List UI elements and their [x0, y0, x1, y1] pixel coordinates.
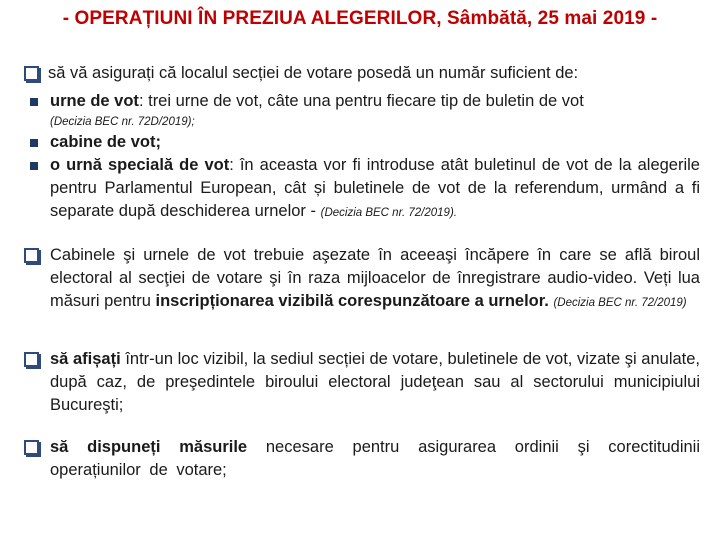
- list-item: [24, 436, 700, 482]
- square-bullet-icon: [28, 90, 50, 112]
- item-bold: să dispuneți măsurile: [50, 438, 248, 456]
- decision-note: (Decizia BEC nr. 72/2019).: [320, 207, 457, 219]
- list-item: [28, 154, 700, 225]
- item-bold: urne de vot: [50, 92, 139, 110]
- item-text: necesare pentru asigurarea ordinii şi corectitudinii operațiunilor de votare;: [50, 438, 700, 479]
- item-text: : trei urne de vot, câte una pentru fiecare tip de buletin de vot: [138, 92, 584, 110]
- checkbox-bullet-icon: [24, 244, 46, 270]
- item-bold: o urnă specială de vot: [50, 156, 230, 174]
- list-item: [24, 348, 700, 417]
- page-title: - OPERAȚIUNI ÎN PREZIUA ALEGERILOR, Sâmbătă, 25 mai 2019 -: [62, 8, 658, 29]
- item-bold: să afișați: [50, 350, 121, 368]
- decision-note: (Decizia BEC nr. 72D/2019);: [50, 116, 195, 128]
- list-item: [24, 244, 700, 315]
- item-text: într-un loc vizibil, la sediul secției de votare, buletinele de vot, vizate şi anulate, după caz, de preşedintele biroului electoral judeţean sau al sectorului municipiului Bucureşti;: [50, 350, 701, 414]
- decision-note: (Decizia BEC nr. 72/2019): [553, 297, 687, 309]
- item-text: să vă asigurați că localul secției de votare posedă un număr suficient de:: [48, 64, 579, 82]
- list-item: [28, 90, 700, 131]
- list-item: [28, 131, 700, 153]
- item-bold: inscripționarea vizibilă corespunzătoare a urnelor.: [155, 292, 549, 310]
- list-item: [24, 62, 700, 84]
- checkbox-bullet-icon: [24, 436, 46, 462]
- checkbox-bullet-icon: [24, 62, 46, 87]
- square-bullet-icon: [28, 131, 50, 153]
- item-bold: cabine de vot;: [50, 133, 161, 151]
- item-text: : în aceasta vor fi introduse atât buletinul de vot de la alegerile pentru Parlamentul European, cât și buletinele de vot de la referendum, urmând a fi separate după deschiderea urnelor -: [50, 156, 700, 220]
- checkbox-bullet-icon: [24, 348, 46, 374]
- item-text: Cabinele şi urnele de vot trebuie aşezate în aceeaşi încăpere în care se află biroul electoral al secţiei de votare şi în raza mijloacelor de înregistrare audio-video. Veți lua măsuri pentru: [50, 246, 700, 310]
- square-bullet-icon: [28, 154, 50, 177]
